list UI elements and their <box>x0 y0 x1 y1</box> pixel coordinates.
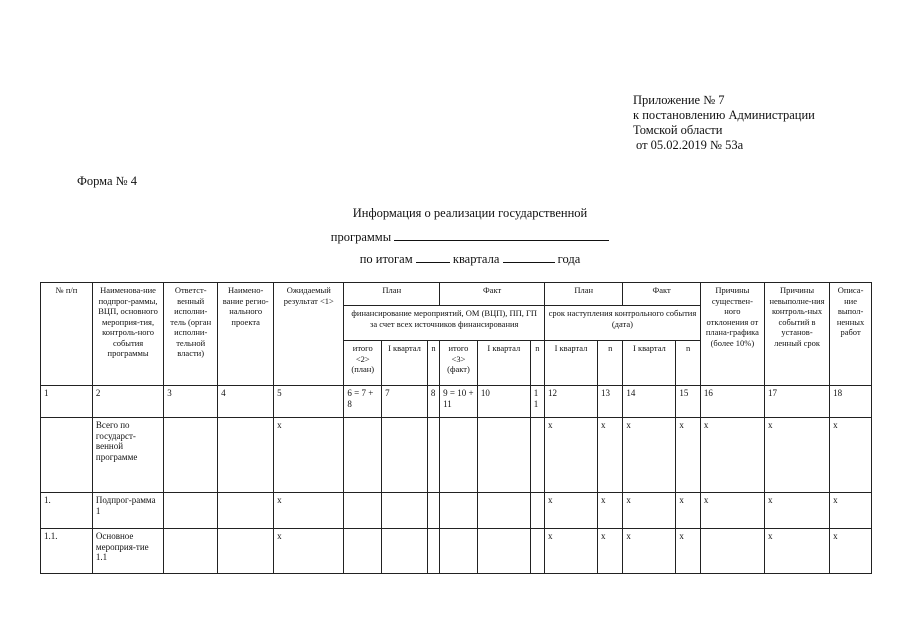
table-cell: x <box>676 418 700 493</box>
row-expected: x <box>274 418 344 493</box>
column-number: 9 = 10 + 11 <box>440 386 478 418</box>
table-cell[interactable] <box>440 493 478 529</box>
appendix-line: от 05.02.2019 № 53а <box>636 138 744 152</box>
header-n-fact-fin: n <box>530 341 544 386</box>
table-cell: x <box>830 529 872 574</box>
table-cell[interactable] <box>440 418 478 493</box>
form-label: Форма № 4 <box>77 174 137 188</box>
period-prefix: по итогам <box>359 252 413 266</box>
table-cell: x <box>623 418 676 493</box>
column-number: 8 <box>427 386 439 418</box>
column-number-row <box>41 386 872 418</box>
table-cell[interactable] <box>164 418 218 493</box>
table-cell: x <box>830 418 872 493</box>
header-n-plan-date: n <box>597 341 622 386</box>
column-number: 15 <box>676 386 700 418</box>
table-cell[interactable] <box>382 529 428 574</box>
period-suffix: года <box>557 252 581 266</box>
table-cell[interactable] <box>530 529 544 574</box>
table-row-main-activity <box>41 529 872 574</box>
table-cell: x <box>764 529 829 574</box>
table-cell[interactable] <box>218 493 274 529</box>
row-name: Подпрог-рамма 1 <box>92 493 163 529</box>
program-label: программы <box>330 230 392 244</box>
header-total-plan: итого <2> (план) <box>344 341 382 386</box>
header-fact-financing: Факт <box>440 283 545 306</box>
column-number: 2 <box>92 386 163 418</box>
header-plan-financing: План <box>344 283 440 306</box>
appendix-line: Томской области <box>633 123 723 137</box>
header-n-fact-date: n <box>676 341 700 386</box>
table-cell[interactable] <box>344 418 382 493</box>
period-mid: квартала <box>452 252 500 266</box>
column-number: 16 <box>700 386 764 418</box>
table-row-subprogram <box>41 493 872 529</box>
header-q1-plan-date: I квартал <box>545 341 598 386</box>
table-cell[interactable] <box>440 529 478 574</box>
table-cell: x <box>676 493 700 529</box>
table-cell[interactable] <box>164 529 218 574</box>
table-cell: x <box>597 418 622 493</box>
header-name: Наименова-ние подпрог-раммы, ВЦП, основного мероприя-тия, контроль-ного события программы <box>92 283 163 386</box>
header-fact-deadline: Факт <box>623 283 700 306</box>
column-number: 17 <box>764 386 829 418</box>
table-cell: x <box>700 418 764 493</box>
table-row-program-total <box>41 418 872 493</box>
table-cell[interactable] <box>427 418 439 493</box>
table-cell: x <box>545 493 598 529</box>
table-cell[interactable] <box>164 493 218 529</box>
table-cell[interactable] <box>477 493 530 529</box>
row-expected: x <box>274 493 344 529</box>
header-financing: финансирование мероприятий, ОМ (ВЦП), ПП, ГП за счет всех источников финансирования <box>344 306 545 341</box>
table-cell: x <box>623 529 676 574</box>
header-deviation-reasons: Причины существен-ного отклонения от плана-графика (более 10%) <box>700 283 764 386</box>
header-deadline: срок наступления контрольного события (дата) <box>545 306 701 341</box>
table-cell[interactable] <box>477 418 530 493</box>
program-name-line <box>250 229 690 245</box>
appendix-block <box>633 93 815 153</box>
column-number: 7 <box>382 386 428 418</box>
header-failure-reasons: Причины невыполне-ния контроль-ных событий в установ-ленный срок <box>764 283 829 386</box>
table-cell[interactable] <box>382 418 428 493</box>
header-q1-fact-fin: I квартал <box>477 341 530 386</box>
table-cell: x <box>764 493 829 529</box>
column-number: 5 <box>274 386 344 418</box>
table-cell: x <box>623 493 676 529</box>
row-num: 1.1. <box>41 529 93 574</box>
table-cell: x <box>545 418 598 493</box>
table-cell[interactable] <box>427 529 439 574</box>
column-number: 3 <box>164 386 218 418</box>
appendix-line: Приложение № 7 <box>633 93 725 107</box>
row-expected: x <box>274 529 344 574</box>
header-responsible: Ответст-венный исполни-тель (орган исполни-тельной власти) <box>164 283 218 386</box>
table-cell[interactable] <box>530 418 544 493</box>
table-cell: x <box>764 418 829 493</box>
header-work-description: Описа-ние выпол-ненных работ <box>830 283 872 386</box>
table-cell: x <box>597 493 622 529</box>
table-cell: x <box>700 493 764 529</box>
header-q1-plan-fin: I квартал <box>382 341 428 386</box>
table-cell[interactable] <box>530 493 544 529</box>
column-number: 1 <box>41 386 93 418</box>
table-cell[interactable] <box>218 529 274 574</box>
table-cell[interactable] <box>344 529 382 574</box>
document-title: Информация о реализации государственной <box>352 206 588 220</box>
row-name: Всего по государст-венной программе <box>92 418 163 493</box>
table-cell <box>700 529 764 574</box>
column-number: 12 <box>545 386 598 418</box>
table-cell: x <box>830 493 872 529</box>
column-number: 18 <box>830 386 872 418</box>
column-number: 10 <box>477 386 530 418</box>
row-num <box>41 418 93 493</box>
table-cell[interactable] <box>382 493 428 529</box>
program-name-blank[interactable] <box>394 229 609 241</box>
column-number: 14 <box>623 386 676 418</box>
column-number: 4 <box>218 386 274 418</box>
row-name: Основное мероприя-тие 1.1 <box>92 529 163 574</box>
table-cell: x <box>545 529 598 574</box>
table-cell[interactable] <box>427 493 439 529</box>
column-number: 13 <box>597 386 622 418</box>
year-blank[interactable] <box>503 251 555 263</box>
table-cell[interactable] <box>344 493 382 529</box>
header-total-fact: итого <3> (факт) <box>440 341 478 386</box>
header-n-plan-fin: n <box>427 341 439 386</box>
table-cell[interactable] <box>218 418 274 493</box>
column-number: 6 = 7 + 8 <box>344 386 382 418</box>
table-cell: x <box>597 529 622 574</box>
period-line <box>250 251 690 267</box>
header-regional-project: Наимено-вание регио-нального проекта <box>218 283 274 386</box>
header-num: № п/п <box>41 283 93 386</box>
header-plan-deadline: План <box>545 283 623 306</box>
table-cell: x <box>676 529 700 574</box>
report-table <box>40 282 872 574</box>
quarter-blank[interactable] <box>416 251 450 263</box>
header-q1-fact-date: I квартал <box>623 341 676 386</box>
appendix-line: к постановлению Администрации <box>633 108 815 122</box>
row-num: 1. <box>41 493 93 529</box>
header-expected-result: Ожидаемый результат <1> <box>274 283 344 386</box>
column-number: 11 <box>530 386 544 418</box>
table-cell[interactable] <box>477 529 530 574</box>
